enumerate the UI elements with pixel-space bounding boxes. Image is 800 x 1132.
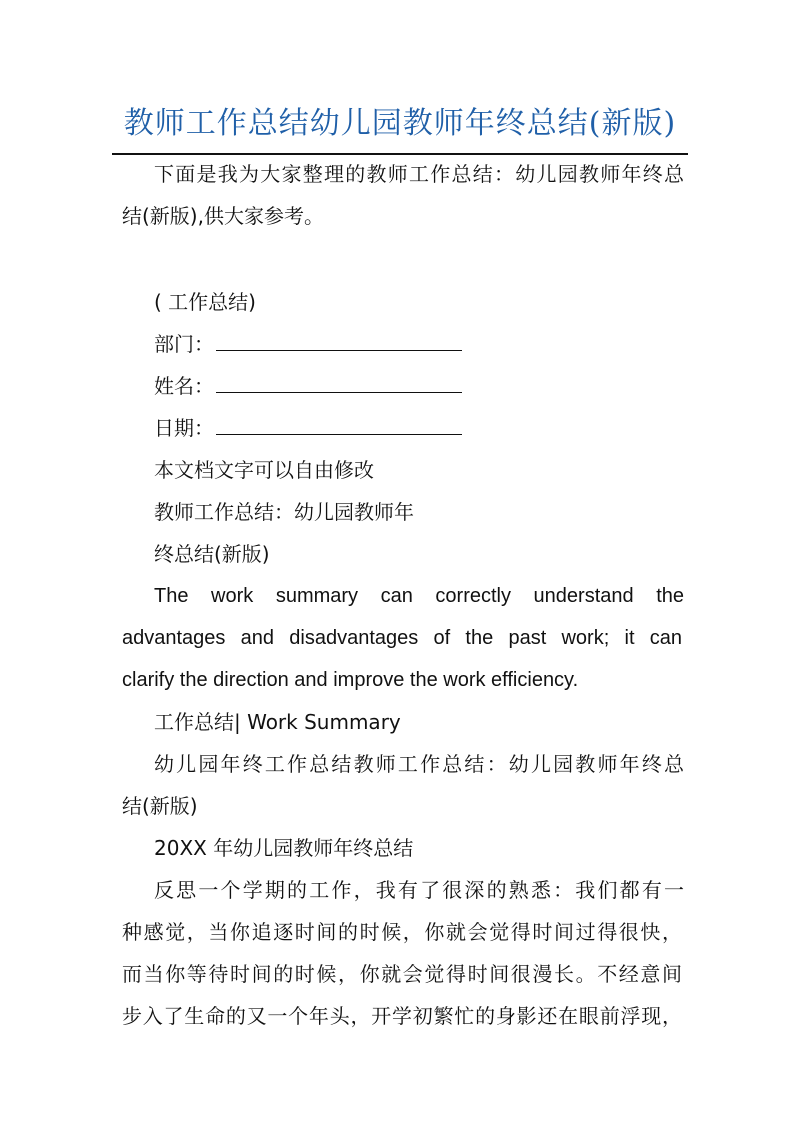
heading-line-1: 幼儿园年终工作总结教师工作总结：幼儿园教师年终总 (154, 752, 684, 776)
document-title: 教师工作总结幼儿园教师年终总结(新版) (123, 106, 677, 141)
body-line-3: 而当你等待时间的时候，你就会觉得时间很漫长。不经意间 (122, 962, 682, 986)
english-line-2: advantages and disadvantages of the past work; it can (122, 627, 682, 649)
title-divider (112, 153, 688, 155)
name-label: 姓名： (154, 374, 214, 398)
department-field (154, 330, 684, 358)
body-line-1: 反思一个学期的工作，我有了很深的熟悉：我们都有一 (154, 878, 684, 902)
intro-line-2: 结(新版),供大家参考。 (122, 204, 324, 228)
name-field (154, 372, 684, 400)
date-blank (216, 418, 462, 435)
department-label: 部门： (154, 332, 214, 356)
subtitle-line-2: 终总结(新版) (154, 542, 270, 566)
name-blank (216, 376, 462, 393)
english-line-3: clarify the direction and improve the work efficiency. (122, 669, 579, 691)
english-line-1: The work summary can correctly understand the (154, 585, 684, 607)
body-line-2: 种感觉，当你追逐时间的时候，你就会觉得时间过得很快， (122, 920, 682, 944)
work-summary-label: 工作总结| Work Summary (154, 710, 401, 734)
intro-line-1: 下面是我为大家整理的教师工作总结：幼儿园教师年终总 (154, 162, 684, 186)
subtitle-line-1: 教师工作总结：幼儿园教师年 (154, 500, 414, 524)
section-label: ( 工作总结) (154, 290, 256, 314)
editable-note: 本文档文字可以自由修改 (154, 458, 374, 482)
date-field (154, 414, 684, 442)
year-heading: 20XX 年幼儿园教师年终总结 (154, 836, 414, 860)
department-blank (216, 334, 462, 351)
date-label: 日期： (154, 416, 214, 440)
body-line-4: 步入了生命的又一个年头，开学初繁忙的身影还在眼前浮现， (122, 1004, 682, 1028)
heading-line-2: 结(新版) (122, 794, 198, 818)
